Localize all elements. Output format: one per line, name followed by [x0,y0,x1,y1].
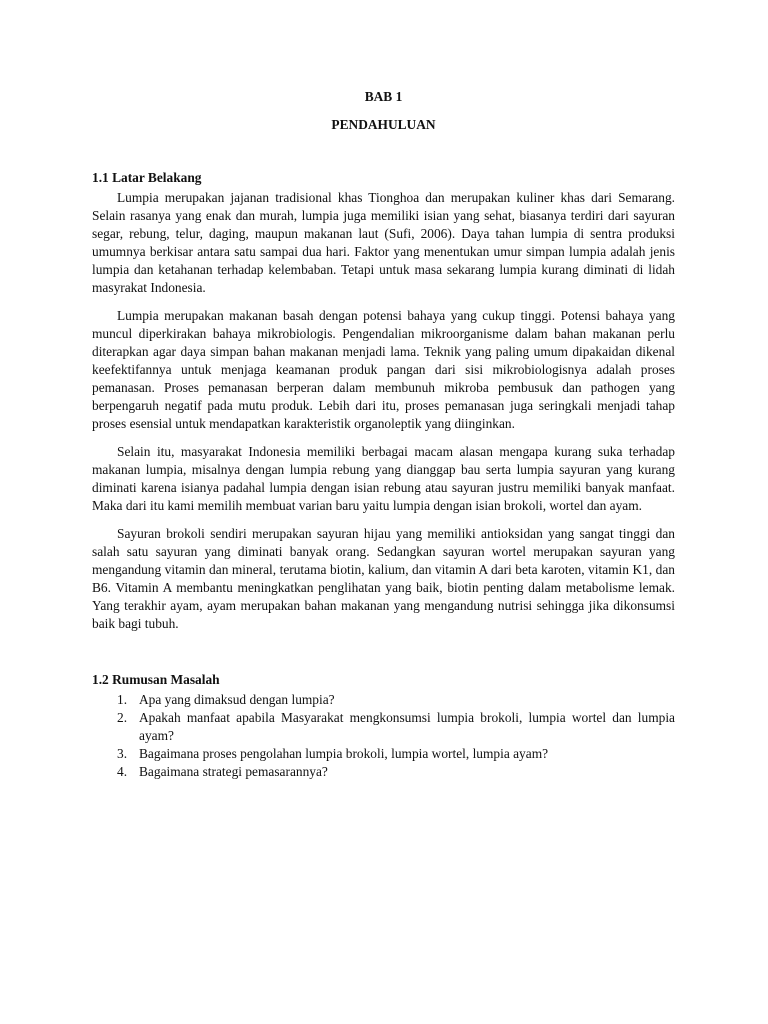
spacer [92,643,675,671]
chapter-title: PENDAHULUAN [331,117,436,132]
section-heading-latar-belakang: 1.1 Latar Belakang [92,170,202,185]
document-page [92,88,675,781]
chapter-label: BAB 1 [364,89,403,104]
list-item-text: Bagaimana proses pengolahan lumpia brokoli, lumpia wortel, lumpia ayam? [139,746,549,761]
paragraph: Lumpia merupakan jajanan tradisional khas Tionghoa dan merupakan kuliner khas dari Semarang. Selain rasanya yang enak dan murah, lumpia juga memiliki isian yang sehat, biasanya terdiri dari sayuran segar, rebung, telur, daging, maupun makanan laut (Sufi, 2006). Daya tahan lumpia di sentra produksi umumnya berkisar antara satu sampai dua hari. Faktor yang menentukan umur simpan lumpia adalah jenis lumpia dan ketahanan terhadap kelembaban. Tetapi untuk masa sekarang lumpia kurang diminati di lidah masyrakat Indonesia. [92,190,675,295]
paragraph: Selain itu, masyarakat Indonesia memiliki berbagai macam alasan mengapa kurang suka terhadap makanan lumpia, misalnya dengan lumpia rebung yang dianggap bau serta lumpia sayuran yang kurang diminati karena isianya padahal lumpia dengan isian rebung atau sayuran justru memiliki banyak manfaat. Maka dari itu kami memilih membuat varian baru yaitu lumpia dengan isian brokoli, wortel dan ayam. [92,444,675,513]
section-heading-rumusan-masalah: 1.2 Rumusan Masalah [92,672,220,687]
list-item [92,763,675,781]
list-item-number: 3. [117,746,128,761]
list-item-text: Bagaimana strategi pemasarannya? [139,764,328,779]
list-item-text: Apakah manfaat apabila Masyarakat mengkonsumsi lumpia brokoli, lumpia wortel dan lumpia ayam? [139,710,675,743]
list-item [92,691,675,709]
problem-list [92,691,675,781]
list-item [92,745,675,763]
paragraph: Sayuran brokoli sendiri merupakan sayuran hijau yang memiliki antioksidan yang sangat tinggi dan salah satu sayuran yang diminati banyak orang. Sedangkan sayuran wortel merupakan sayuran yang mengandung vitamin dan mineral, terutama biotin, kalium, dan vitamin A dari beta karoten, vitamin K1, dan B6. Vitamin A membantu meningkatkan penglihatan yang baik, biotin penting dalam metabolisme lemak. Yang terakhir ayam, ayam merupakan bahan makanan yang mengandung nutrisi sehingga jika dikonsumsi baik bagi tubuh. [92,526,675,631]
list-item-number: 2. [117,710,128,725]
list-item [92,709,675,745]
list-item-text: Apa yang dimaksud dengan lumpia? [139,692,335,707]
paragraph: Lumpia merupakan makanan basah dengan potensi bahaya yang cukup tinggi. Potensi bahaya yang muncul diperkirakan bahaya mikrobiologis. Pengendalian mikroorganisme dalam bahan makanan perlu diterapkan agar daya simpan bahan makanan menjadi lama. Teknik yang paling umum dipakaidan dikenal keefektifannya untuk menjaga keamanan produk pangan dari sisi mikrobiologisnya adalah proses pemanasan. Proses pemanasan berperan dalam membunuh mikroba pembusuk dan pathogen yang berpengaruh negatif pada mutu produk. Lebih dari itu, proses pemanasan juga seringkali menjadi tahap proses esensial untuk mendapatkan karakteristik organoleptik yang diinginkan. [92,308,675,431]
list-item-number: 1. [117,692,128,707]
list-item-number: 4. [117,764,128,779]
